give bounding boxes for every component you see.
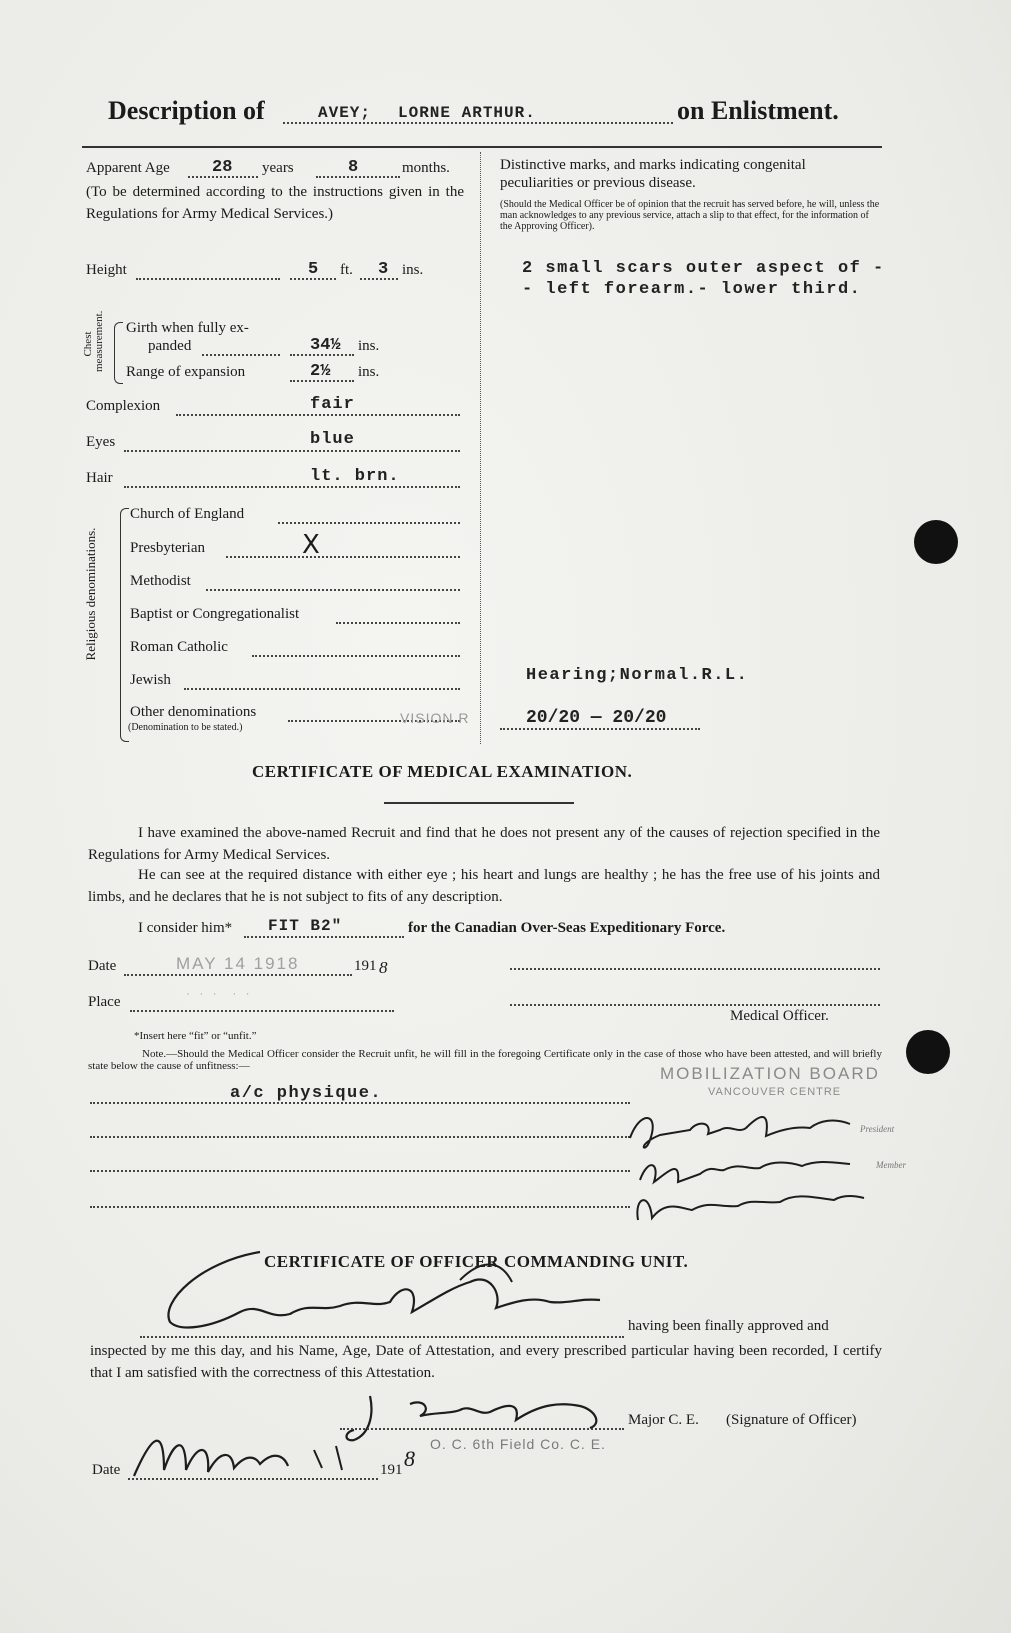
reason-dots-3 bbox=[90, 1170, 630, 1172]
vision-stamp: VISION R bbox=[400, 710, 470, 726]
religion-presbyterian: Presbyterian bbox=[130, 540, 205, 556]
column-divider bbox=[480, 152, 481, 744]
eyes-label: Eyes bbox=[86, 434, 116, 450]
commanding-para: inspected by me this day, and his Name, Age, Date of Attestation, and every prescribed particular having been recorded, I certify that I am satisfied with the correctness of this Attestation. bbox=[90, 1343, 882, 1381]
months-label: months. bbox=[402, 160, 450, 176]
commanding-line1-suffix: having been finally approved and bbox=[628, 1318, 829, 1334]
marks-note: (Should the Medical Officer be of opinion that the recruit has served before, he will, unless the man acknowledges to any previous service, attach a slip to that effect, for the information of the Approving Officer). bbox=[500, 199, 880, 232]
consider-dots bbox=[244, 936, 404, 938]
medical-date-label: Date bbox=[88, 958, 117, 974]
unfit-note: Note.—Should the Medical Officer consider the Recruit unfit, he will fill in the foregoing Certificate only in the case of those who have been attested, and will briefly state below the cause of unfitness:— bbox=[88, 1048, 882, 1072]
name-dotted-line bbox=[283, 122, 673, 124]
hair-label: Hair bbox=[86, 470, 113, 486]
medical-para-1: I have examined the above-named Recruit and find that he does not present any of the causes of rejection specified in the Regulations for Army Medical Services. bbox=[88, 825, 880, 863]
age-years: 28 bbox=[212, 158, 233, 177]
religion-roman-catholic: Roman Catholic bbox=[130, 639, 228, 655]
height-label: Height bbox=[86, 262, 127, 278]
religion-bracket bbox=[120, 508, 129, 742]
unit-stamp: O. C. 6th Field Co. C. E. bbox=[430, 1436, 606, 1452]
title-suffix: on Enlistment. bbox=[677, 96, 839, 125]
binder-hole-top bbox=[914, 520, 958, 564]
hair-value: lt. brn. bbox=[310, 467, 400, 486]
consider-suffix: for the Canadian Over-Seas Expeditionary Force. bbox=[408, 920, 726, 936]
surname: AVEY; bbox=[318, 104, 372, 122]
eyes-dots bbox=[124, 450, 460, 452]
religion-dots-5 bbox=[252, 655, 460, 657]
commanding-date-dots bbox=[128, 1478, 378, 1480]
marks-heading: Distinctive marks, and marks indicating congenital peculiarities or previous disease. bbox=[500, 157, 806, 191]
commanding-year-prefix: 191 bbox=[380, 1462, 403, 1478]
consider-suffix-prefix bbox=[408, 920, 725, 937]
religion-dots-6 bbox=[184, 688, 460, 690]
given-names: LORNE ARTHUR. bbox=[398, 104, 536, 122]
religion-baptist: Baptist or Congregationalist bbox=[130, 606, 300, 622]
range-unit: ins. bbox=[358, 364, 380, 380]
commanding-date-label: Date bbox=[92, 1462, 121, 1478]
girth-label-1: Girth when fully ex- bbox=[126, 320, 249, 336]
recruit-signature bbox=[140, 1242, 620, 1342]
religion-dots-3 bbox=[206, 589, 460, 591]
years-label: years bbox=[262, 160, 294, 176]
officer-signature-label: (Signature of Officer) bbox=[726, 1412, 857, 1428]
presbyterian-mark: X bbox=[302, 530, 320, 560]
medical-heading-rule bbox=[384, 802, 574, 804]
religion-church-of-england: Church of England bbox=[130, 506, 245, 522]
reason-dots-4 bbox=[90, 1206, 630, 1208]
religion-other: Other denominations bbox=[130, 704, 257, 720]
recruit-name-dots bbox=[140, 1336, 624, 1338]
reason-dots-2 bbox=[90, 1136, 630, 1138]
top-rule bbox=[82, 146, 882, 148]
medical-year-prefix: 191 bbox=[354, 958, 377, 974]
medical-place-label: Place bbox=[88, 994, 121, 1010]
officer-rank: Major C. E. bbox=[628, 1412, 699, 1428]
chest-bracket bbox=[114, 322, 123, 384]
range-value: 2½ bbox=[310, 362, 331, 381]
commanding-heading: CERTIFICATE OF OFFICER COMMANDING UNIT. bbox=[264, 1252, 689, 1271]
age-note: (To be determined according to the instructions given in the Regulations for Army Medical Services.) bbox=[86, 184, 464, 222]
medical-para-2: He can see at the required distance with either eye ; his heart and lungs are healthy ; he has the free use of his joints and limbs, and he declares that he is not subject to fits of any description. bbox=[88, 867, 880, 905]
board-stamp-2: VANCOUVER CENTRE bbox=[708, 1086, 842, 1098]
religion-other-note: (Denomination to be stated.) bbox=[128, 722, 243, 733]
religion-dots-4 bbox=[336, 622, 460, 624]
ft-label: ft. bbox=[340, 262, 353, 278]
religion-jewish: Jewish bbox=[130, 672, 171, 688]
marks-line-1: 2 small scars outer aspect of - bbox=[522, 259, 885, 278]
religion-group-label: Religious denominations. bbox=[83, 527, 98, 661]
hair-dots bbox=[124, 486, 460, 488]
medical-officer-dots-1 bbox=[510, 968, 880, 970]
place-stamp-marks: · · · · · bbox=[186, 986, 253, 1000]
range-label: Range of expansion bbox=[126, 364, 246, 380]
consider-value: FIT B2" bbox=[268, 917, 343, 935]
height-dots bbox=[136, 278, 280, 280]
eyes-value: blue bbox=[310, 430, 355, 449]
religion-dots-1 bbox=[278, 522, 460, 524]
medical-date-stamp: MAY 14 1918 bbox=[176, 954, 300, 973]
hearing-text: Hearing;Normal.R.L. bbox=[526, 666, 749, 685]
medical-officer-dots-2 bbox=[510, 1004, 880, 1006]
consider-prefix: I consider him* bbox=[138, 920, 233, 936]
girth-dots bbox=[202, 354, 280, 356]
medical-heading: CERTIFICATE OF MEDICAL EXAMINATION. bbox=[252, 762, 633, 781]
ins-label: ins. bbox=[402, 262, 424, 278]
height-feet: 5 bbox=[308, 260, 319, 279]
complexion-value: fair bbox=[310, 395, 355, 414]
religion-methodist: Methodist bbox=[130, 573, 191, 589]
medical-year-digit: 8 bbox=[379, 958, 388, 977]
unfit-reason: a/c physique. bbox=[230, 1084, 383, 1103]
complexion-dots bbox=[176, 414, 460, 416]
girth-value: 34½ bbox=[310, 336, 341, 355]
age-months: 8 bbox=[348, 158, 359, 177]
president-label: President bbox=[860, 1124, 895, 1134]
binder-hole-bottom bbox=[906, 1030, 950, 1074]
title-prefix: Description of bbox=[108, 96, 265, 125]
chest-group-label: Chest measurement. bbox=[82, 310, 105, 372]
medical-place-dots bbox=[130, 1010, 394, 1012]
complexion-label: Complexion bbox=[86, 398, 161, 414]
girth-unit: ins. bbox=[358, 338, 380, 354]
height-inches: 3 bbox=[378, 260, 389, 279]
marks-line-2: - left forearm.- lower third. bbox=[522, 280, 862, 299]
member-label: Member bbox=[876, 1160, 906, 1170]
insert-note: *Insert here “fit” or “unfit.” bbox=[134, 1030, 257, 1042]
medical-officer-label: Medical Officer. bbox=[730, 1008, 829, 1024]
commanding-year-digit: 8 bbox=[404, 1446, 415, 1471]
board-stamp-1: MOBILIZATION BOARD bbox=[660, 1064, 880, 1083]
board-signatures bbox=[620, 1100, 870, 1240]
vision-dots bbox=[500, 728, 700, 730]
age-label: Apparent Age bbox=[86, 160, 170, 176]
medical-date-dots bbox=[124, 974, 352, 976]
girth-label-2: panded bbox=[148, 338, 192, 354]
religion-dots-2 bbox=[226, 556, 460, 558]
vision-values: 20/20 — 20/20 bbox=[526, 708, 667, 728]
